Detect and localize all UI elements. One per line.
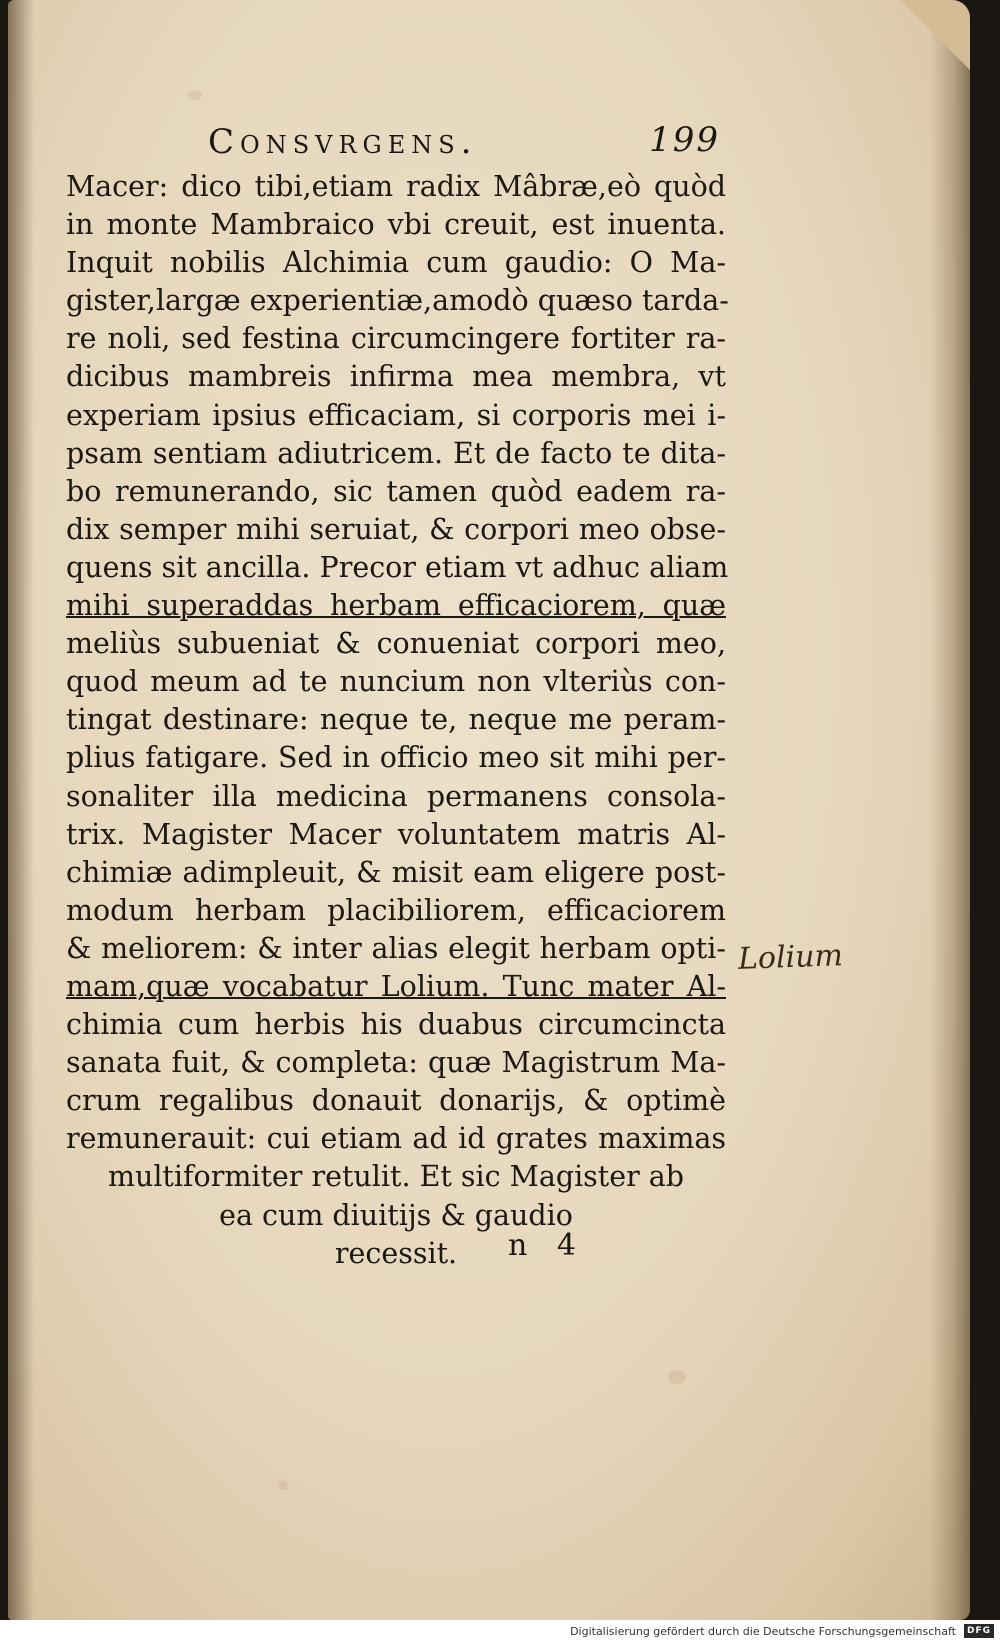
page-edge — [930, 0, 970, 1620]
footer-credit: Digitalisierung gefördert durch die Deutsche Forschungsgemeinschaft — [570, 1625, 956, 1638]
text-line-centered: ea cum diuitijs & gaudio — [219, 1198, 573, 1232]
text-line: modum herbam placibiliorem, efficaciorem — [66, 893, 726, 927]
body-text — [66, 168, 729, 1273]
page-number: 199 — [649, 120, 720, 160]
text-line: plius fatigare. Sed in officio meo sit mihi per- — [66, 741, 726, 775]
text-line: quens sit ancilla. Precor etiam vt adhuc aliam — [66, 550, 729, 584]
book-page — [8, 0, 970, 1620]
paper-stain — [668, 1370, 686, 1384]
text-line: quod meum ad te nuncium non vlteriùs con- — [66, 665, 726, 699]
running-title: Consvrgens. — [208, 122, 478, 162]
signature-mark: n 4 — [508, 1228, 586, 1263]
text-line: trix. Magister Macer voluntatem matris Al- — [66, 817, 726, 851]
text-line: Inquit nobilis Alchimia cum gaudio: O Ma- — [66, 246, 726, 280]
paper-stain — [188, 90, 202, 100]
text-line: Macer: dico tibi,etiam radix Mâbræ,eò quòd — [66, 170, 726, 203]
text-line: dix semper mihi seruiat, & corpori meo obse- — [66, 512, 726, 546]
digitization-footer — [0, 1620, 1000, 1642]
text-line: meliùs subueniat & conueniat corpori meo, — [66, 627, 726, 661]
paper-stain — [278, 1480, 288, 1490]
text-line-underlined: mihi superaddas herbam efficaciorem, quæ — [66, 589, 726, 623]
text-line: sanata fuit, & completa: quæ Magistrum Ma- — [66, 1046, 726, 1080]
page-header — [208, 120, 728, 170]
text-line: & meliorem: & inter alias elegit herbam opti- — [66, 931, 726, 965]
gutter-shadow — [8, 0, 34, 1620]
text-line: psam sentiam adiutricem. Et de facto te dita- — [66, 436, 726, 470]
text-line: in monte Mambraico vbi creuit, est inuenta. — [66, 208, 726, 242]
text-line: chimiæ adimpleuit, & misit eam eligere post- — [66, 855, 726, 889]
text-line: chimia cum herbis his duabus circumcincta — [66, 1008, 726, 1042]
text-line: bo remunerando, sic tamen quòd eadem ra- — [66, 474, 726, 508]
text-line-centered: recessit. — [334, 1236, 458, 1270]
text-line: experiam ipsius efficaciam, si corporis mei i- — [66, 398, 726, 432]
text-line: remunerauit: cui etiam ad id grates maximas — [66, 1122, 726, 1156]
text-line-underlined: mam,quæ vocabatur Lolium. Tunc mater Al- — [66, 969, 726, 1003]
text-line: sonaliter illa medicina permanens consola- — [66, 779, 726, 813]
text-line: re noli, sed festina circumcingere fortiter ra- — [66, 322, 726, 356]
text-line: dicibus mambreis infirma mea membra, vt — [66, 360, 726, 394]
text-line-centered: multiformiter retulit. Et sic Magister ab — [107, 1160, 685, 1194]
handwritten-margin-note: Lolium — [737, 938, 844, 977]
corner-fold — [900, 0, 970, 70]
dfg-logo: DFG — [964, 1624, 994, 1638]
text-line: gister,largæ experientiæ,amodò quæso tarda- — [66, 284, 729, 318]
text-line: tingat destinare: neque te, neque me peram- — [66, 703, 726, 737]
text-line: crum regalibus donauit donarijs, & optimè — [66, 1084, 726, 1118]
